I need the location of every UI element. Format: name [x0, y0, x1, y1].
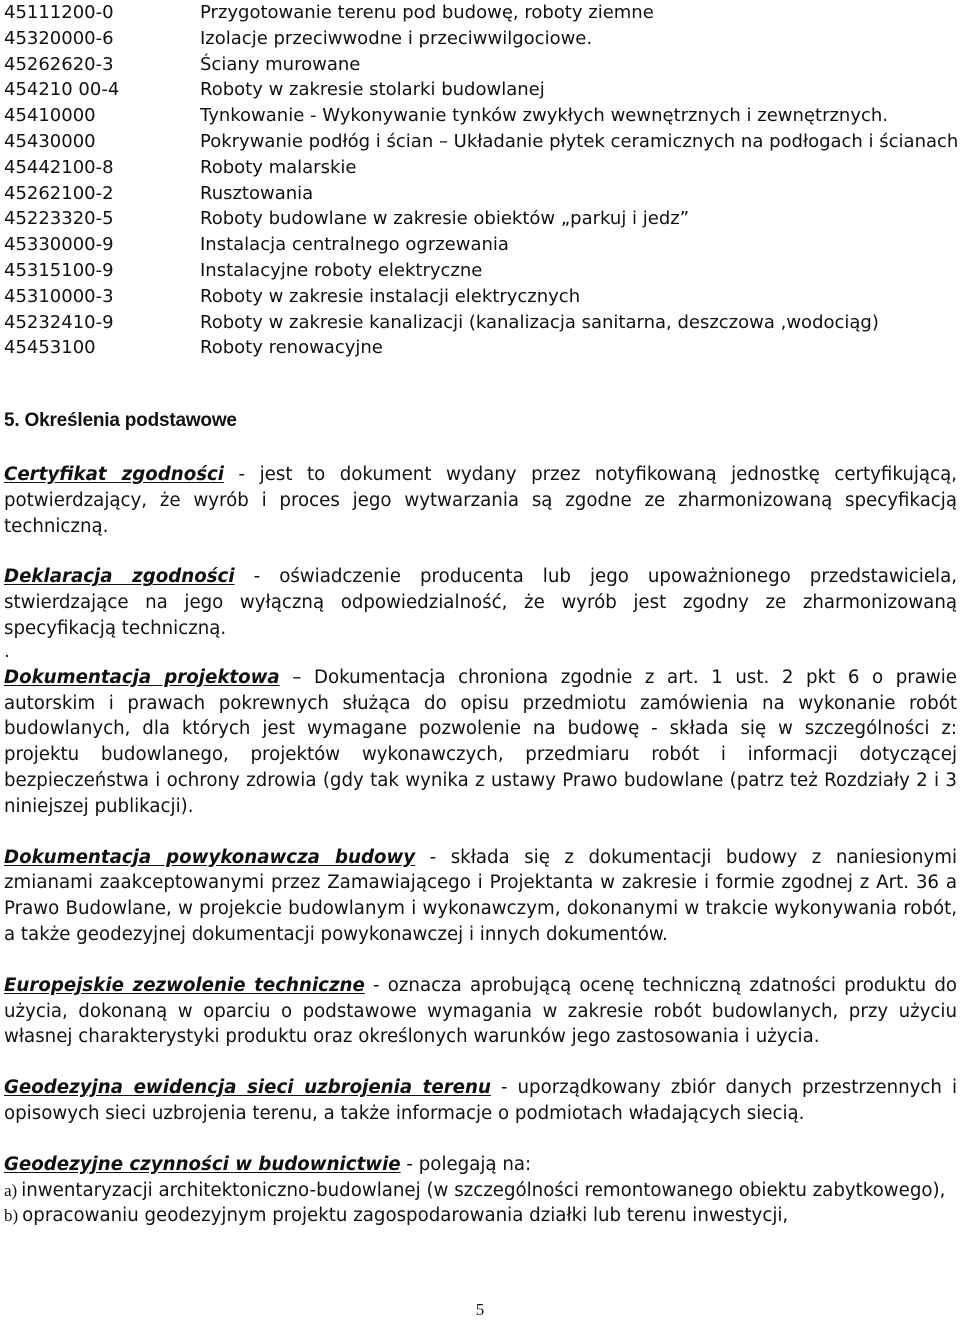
code-number: 45232410-9 — [4, 311, 114, 333]
list-marker: b) — [4, 1206, 19, 1226]
cpv-code-list — [4, 0, 960, 361]
code-description: Pokrywanie podłóg i ścian – Układanie płytek ceramicznych na podłogach i ścianach — [200, 130, 959, 152]
code-row — [4, 310, 960, 336]
code-row — [4, 155, 960, 181]
definition-paragraph — [4, 564, 957, 641]
section-heading: 5. Określenia podstawowe — [4, 410, 237, 431]
code-description: Tynkowanie - Wykonywanie tynków zwykłych wewnętrznych i zewnętrznych. — [200, 105, 888, 127]
code-description: Roboty budowlane w zakresie obiektów „parkuj i jedz” — [200, 208, 690, 230]
code-description: Instalacja centralnego ogrzewania — [200, 234, 509, 256]
code-number: 45330000-9 — [4, 234, 114, 256]
code-description: Izolacje przeciwwodne i przeciwwilgociowe. — [200, 27, 593, 49]
code-number: 45310000-3 — [4, 285, 114, 307]
list-item — [4, 1178, 957, 1204]
code-row — [4, 77, 960, 103]
code-row — [4, 232, 960, 258]
code-number: 45315100-9 — [4, 259, 114, 281]
code-row — [4, 181, 960, 207]
code-number: 45410000 — [4, 105, 96, 127]
definition-text: - jest to dokument wydany przez notyfikowaną jednostkę certyfikującą, potwierdzający, że wyrób i proces jego wytwarzania są zgodne ze zharmonizowaną specyfikacją techniczną. — [4, 464, 957, 537]
definition-text: - oświadczenie producenta lub jego upoważnionego przedstawiciela, stwierdzające na jego wyłączną odpowiedzialność, że wyrób jest zgodny ze zharmonizowaną specyfikacją techniczną. — [4, 566, 957, 639]
definition-term: Dokumentacja powykonawcza budowy — [4, 846, 416, 868]
code-description: Roboty renowacyjne — [200, 337, 383, 359]
code-row — [4, 129, 960, 155]
code-description: Roboty w zakresie stolarki budowlanej — [200, 79, 545, 101]
list-item-text: inwentaryzacji architektoniczno-budowlanej (w szczególności remontowanego obiektu zabytkowego), — [21, 1179, 946, 1201]
definition-term: Geodezyjna ewidencja sieci uzbrojenia terenu — [4, 1077, 491, 1099]
code-description: Instalacyjne roboty elektryczne — [200, 259, 483, 281]
definition-paragraph — [4, 665, 957, 820]
code-row — [4, 284, 960, 310]
list-marker: a) — [4, 1180, 18, 1200]
definition-text: - oznacza aprobującą ocenę techniczną zdatności produktu do użycia, dokonaną w oparciu o podstawowe wymagania w zakresie robót budowlanych, przy użyciu własnej charakterystyki produktu oraz określonych warunków jego zastosowania i użycia. — [4, 974, 958, 1048]
definition-term: Geodezyjne czynności w budownictwie — [4, 1153, 401, 1175]
code-row — [4, 26, 960, 52]
code-row — [4, 335, 960, 361]
code-number: 45453100 — [4, 337, 96, 359]
code-number: 45223320-5 — [4, 208, 114, 230]
code-description: Ściany murowane — [200, 53, 361, 75]
page-number: 5 — [475, 1300, 485, 1319]
definition-term: Europejskie zezwolenie techniczne — [4, 974, 365, 996]
definition-term: Dokumentacja projektowa — [4, 666, 280, 688]
definition-term: Certyfikat zgodności — [4, 464, 225, 485]
list-item — [4, 1203, 957, 1229]
definition-paragraph — [4, 1075, 957, 1127]
definition-paragraph — [4, 462, 957, 539]
code-row — [4, 52, 960, 78]
code-description: Rusztowania — [200, 182, 314, 204]
definition-paragraph — [4, 845, 957, 948]
code-description: Roboty w zakresie instalacji elektrycznych — [200, 285, 581, 307]
separator-dot: . — [4, 640, 10, 662]
definition-text: – Dokumentacja chroniona zgodnie z art. 1 ust. 2 pkt 6 o prawie autorskim i prawach pokrewnych służąca do opisu przedmiotu zamówienia na wykonanie robót budowlanych, dla których jest wymagane pozwolenie na budowę - składa się w szczególności z: projektu budowlanego, projektów wykonawczych, przedmiaru robót i informacji dotyczącej bezpieczeństwa i ochrony zdrowia (gdy tak wynika z ustawy Prawo budowlane (patrz też Rozdziały 2 i 3 niniejszej publikacji). — [4, 666, 957, 817]
definitions-section — [4, 462, 957, 1229]
code-number: 45262620-3 — [4, 53, 114, 75]
code-number: 45442100-8 — [4, 156, 114, 178]
code-description: Roboty w zakresie kanalizacji (kanalizacja sanitarna, deszczowa ,wodociąg) — [200, 311, 879, 333]
surveying-activities-list — [4, 1178, 957, 1230]
definition-text: - uporządkowany zbiór danych przestrzennych i opisowych sieci uzbrojenia terenu, a także informacje o podmiotach władających siecią. — [4, 1077, 958, 1124]
code-number: 45320000-6 — [4, 27, 114, 49]
definition-paragraph — [4, 1152, 957, 1178]
code-number: 45430000 — [4, 130, 96, 152]
definition-term: Deklaracja zgodności — [4, 566, 235, 588]
code-row — [4, 103, 960, 129]
code-number: 45111200-0 — [4, 2, 114, 23]
list-item-text: opracowaniu geodezyjnym projektu zagospodarowania działki lub terenu inwestycji, — [22, 1205, 789, 1227]
code-description: Roboty malarskie — [200, 156, 357, 178]
definition-text: - składa się z dokumentacji budowy z naniesionymi zmianami zaakceptowanymi przez Zamawiającego i Projektanta w zakresie i formie zgodnej z Art. 36 a Prawo Budowlane, w projekcie budowlanym i wykonawczym, dokonanymi w trakcie wykonywania robót, a także geodezyjnej dokumentacji powykonawczej i innych dokumentów. — [4, 846, 957, 945]
code-description: Przygotowanie terenu pod budowę, roboty ziemne — [200, 2, 654, 23]
code-row — [4, 258, 960, 284]
code-number: 45262100-2 — [4, 182, 114, 204]
definition-paragraph — [4, 973, 957, 1050]
code-row — [4, 206, 960, 232]
code-row — [4, 0, 960, 26]
definition-text: - polegają na: — [400, 1153, 532, 1175]
code-number: 454210 00-4 — [4, 79, 120, 101]
